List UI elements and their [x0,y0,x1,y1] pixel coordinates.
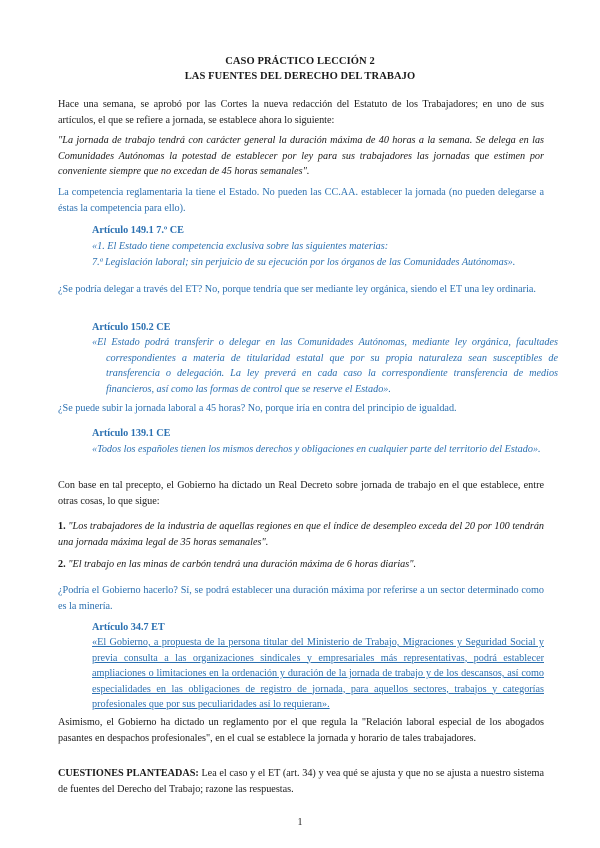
cuestiones-text: Lea el caso y el ET (art. 34) y vea qué se ajusta y que no se ajusta a nuestro sistema de fuentes del Derecho del Trabajo; razone las respuestas. [58,768,544,795]
answer-delegation: ¿Se podría delegar a través del ET? No, porque tendría que ser mediante ley orgánica, siendo el ET una ley ordinaria. [58,284,536,295]
article-149-line2: 7.ª Legislación laboral; sin perjuicio de su ejecución por los órganos de las Comunidades Autónomas». [92,257,516,268]
document-subtitle: LAS FUENTES DEL DERECHO DEL TRABAJO [184,71,416,82]
document-title: CASO PRÁCTICO LECCIÓN 2 [225,56,375,67]
article-34-text: «El Gobierno, a propuesta de la persona titular del Ministerio de Trabajo, Migraciones y Seguridad Social y previa consulta a las organizaciones sindicales y empresariales más representativas, podrá establecer ampliaciones o limitaciones en la ordenación y duración de la jornada de trabajo y de los descansos, así como especialidades en las obligaciones de registro de jornada, para aquellos sectores, trabajos y categorías profesionales que por sus peculiaridades así lo requieran». [92,637,544,710]
item-1-number: 1. [58,521,66,532]
article-139-text: «Todos los españoles tienen los mismos derechos y obligaciones en cualquier parte del territorio del Estado». [92,444,541,455]
decree-paragraph: Con base en tal precepto, el Gobierno ha dictado un Real Decreto sobre jornada de trabajo en el que establece, entre otras cosas, lo que sigue: [58,480,544,507]
cuestiones-label: CUESTIONES PLANTEADAS: [58,768,199,779]
decree-item-2 [58,557,544,573]
answer-competence: La competencia reglamentaria la tiene el Estado. No pueden las CC.AA. establecer la jornada (no pueden delegarse a éstas la competencia para ello). [58,187,544,214]
item-2-text: "El trabajo en las minas de carbón tendrá una duración máxima de 6 horas diarias". [68,559,417,570]
article-139-heading: Artículo 139.1 CE [92,428,171,439]
reglamento-paragraph: Asimismo, el Gobierno ha dictado un reglamento por el que regula la "Relación laboral especial de los abogados pasantes en despachos profesionales", en el cual se establece la jornada y horario de tales trabajadores. [58,717,544,744]
article-149-line1: «1. El Estado tiene competencia exclusiva sobre las siguientes materias: [92,241,389,252]
article-150-heading: Artículo 150.2 CE [92,322,171,333]
decree-item-1 [58,519,544,550]
item-1-text: "Los trabajadores de la industria de aquellas regiones en que el índice de desempleo exceda del 20 por 100 tendrán una jornada máxima legal de 35 horas semanales". [58,521,545,548]
article-34-heading: Artículo 34.7 ET [92,622,165,633]
answer-equality: ¿Se puede subir la jornada laboral a 45 horas? No, porque iría en contra del principio de igualdad. [58,403,457,414]
article-149-heading: Artículo 149.1 7.º CE [92,225,184,236]
article-150-text: «El Estado podrá transferir o delegar en las Comunidades Autónomas, mediante ley orgánica, facultades correspondientes a materia de titularidad estatal que por su propia naturaleza sean susceptibles de transferencia o delegación. La ley preverá en cada caso la correspondiente transferencia de medios financieros, así como las formas de control que se reserve el Estado». [92,337,558,395]
item-2-number: 2. [58,559,66,570]
intro-paragraph: Hace una semana, se aprobó por las Cortes la nueva redacción del Estatuto de los Trabajadores; en uno de sus artículos, el que se refiere a jornada, se establece ahora lo siguiente: [58,99,544,126]
answer-government: ¿Podría el Gobierno hacerlo? Sí, se podrá establecer una duración máxima por referirse a un sector determinado como es la minería. [58,585,544,612]
cuestiones-paragraph [58,766,544,797]
page-number: 1 [297,817,303,828]
quoted-statute: "La jornada de trabajo tendrá con carácter general la duración máxima de 40 horas a la semana. Se delega en las Comunidades Autónomas la potestad de establecer por ley para sus trabajadores las jornadas que estimen por conveniente siempre que no excedan de 45 horas semanales". [58,135,544,177]
